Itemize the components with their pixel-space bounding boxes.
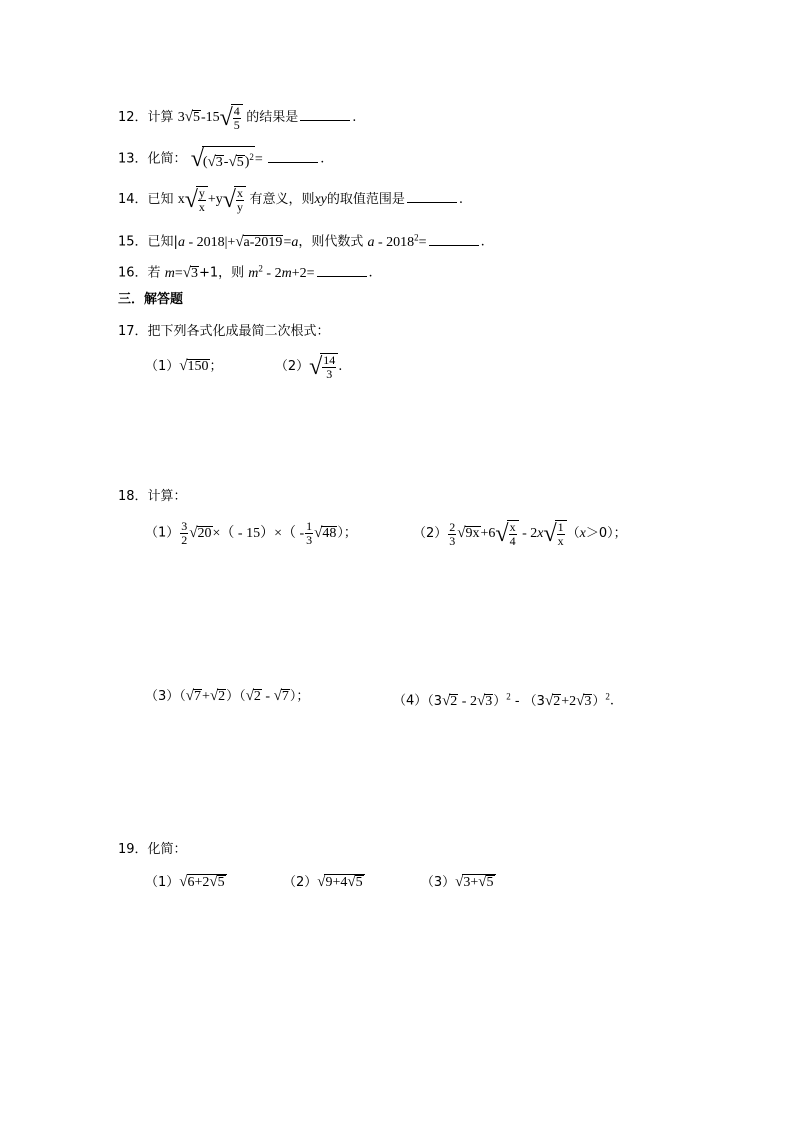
- question-18-part-2: （2） $\frac{2}{3}$ √9x+6√ $\frac{x}{4}$ - 2x√ $\frac{1}{x}$ （x＞0）；: [413, 519, 627, 548]
- question-text: 已知: [147, 192, 174, 208]
- question-text: 化简：: [147, 151, 187, 167]
- question-19: [118, 840, 187, 860]
- question-number: 15．: [118, 234, 148, 250]
- part-label: （1）: [145, 875, 180, 890]
- question-text: 把下列各式化成最简二次根式：: [147, 324, 330, 339]
- math-expression: √9+4√5: [317, 874, 363, 890]
- part-label: （3）: [145, 689, 180, 704]
- question-12: 12．计算 3√5-15√ $\frac{4}{5}$ 的结果是 .: [118, 104, 357, 132]
- answer-blank[interactable]: [300, 108, 350, 121]
- answer-blank[interactable]: [317, 264, 367, 277]
- question-text: 若: [147, 265, 161, 281]
- question-text: ，则代数式: [298, 234, 364, 250]
- question-13: 13．化简： $√(√3-√5)^2=$ .: [118, 146, 325, 173]
- question-number: 13．: [118, 151, 148, 167]
- question-14: 14．已知 x√ $\frac{y}{x}$ +y√ $\frac{x}{y}$ 有意义，则xy的取值范围是 .: [118, 186, 464, 214]
- math-expression: （√7+√2）（√2 - √7: [179, 688, 289, 704]
- math-expression: √150: [179, 358, 209, 375]
- question-text: 的取值范围是: [326, 192, 405, 208]
- question-16: 16．若 m=√3+1，则 $m^2 - 2m+2=$ .: [118, 263, 373, 281]
- math-expression: $\frac{3}{2}$ √20×（ - 15）×（ - $\frac{1}{3}$ √48: [181, 519, 337, 547]
- math-expression: x√ $\frac{y}{x}$ +y√ $\frac{x}{y}$: [178, 192, 250, 207]
- question-number: 17．: [118, 324, 148, 339]
- question-number: 18．: [118, 489, 148, 504]
- question-text: 有意义，则: [249, 192, 315, 208]
- section-heading: 三．解答题: [118, 292, 184, 307]
- question-15: 15．已知|a - 2018|+√a-2019=a，则代数式 $a - 2018^2=$ .: [118, 232, 485, 250]
- math-expression: $(3√2 - 2√3)^2 - (3√2+2√3)^2$: [427, 691, 610, 709]
- part-label: （2）: [282, 875, 318, 890]
- math-expression: $√(√3-√5)^2=$: [190, 146, 263, 173]
- part-label: （1）: [145, 359, 180, 375]
- math-expression: m=√3: [164, 264, 198, 281]
- question-18-part-1: （1） $\frac{3}{2}$ √20×（ - 15）×（ - $\frac{1}{3}$ √48）；: [145, 519, 357, 547]
- question-text: 化简：: [147, 842, 187, 857]
- question-17: [118, 322, 330, 342]
- question-18: [118, 487, 187, 507]
- answer-blank[interactable]: [429, 233, 479, 246]
- part-label: （2）: [413, 526, 448, 542]
- question-17-parts: （1）√150； （2）√ $\frac{14}{3}$ .: [145, 353, 343, 381]
- math-expression: 3√5-15√ $\frac{4}{5}$: [178, 110, 247, 125]
- question-text: 的结果是: [246, 110, 299, 126]
- answer-blank[interactable]: [407, 190, 457, 203]
- question-number: 16．: [118, 265, 148, 281]
- part-label: （1）: [145, 525, 180, 541]
- part-label: （3）: [420, 875, 456, 890]
- question-number: 12．: [118, 110, 148, 126]
- question-number: 14．: [118, 192, 148, 208]
- answer-blank[interactable]: [268, 150, 318, 163]
- question-text: 计算: [147, 110, 174, 126]
- question-text: 计算：: [147, 489, 187, 504]
- question-18-part-4: $(4)(3√2 - 2√3)^2 - (3√2+2√3)^2$.: [393, 691, 614, 709]
- math-expression: $\frac{2}{3}$ √9x+6√ $\frac{x}{4}$ - 2x√ $\frac{1}{x}$: [447, 526, 566, 541]
- question-18-part-3: （3）（√7+√2）（√2 - √7）；: [145, 688, 310, 704]
- math-expression: √3+√5: [455, 874, 494, 890]
- math-expression: √6+2√5: [179, 874, 225, 890]
- part-label: （4）: [393, 693, 428, 709]
- question-text: 已知|: [147, 234, 178, 250]
- math-expression: a - 2018|+√a-2019=a: [177, 233, 299, 250]
- part-label: （2）: [274, 359, 310, 375]
- question-19-parts: [145, 872, 496, 893]
- math-expression: √ $\frac{14}{3}$: [309, 359, 338, 374]
- question-number: 19．: [118, 842, 148, 857]
